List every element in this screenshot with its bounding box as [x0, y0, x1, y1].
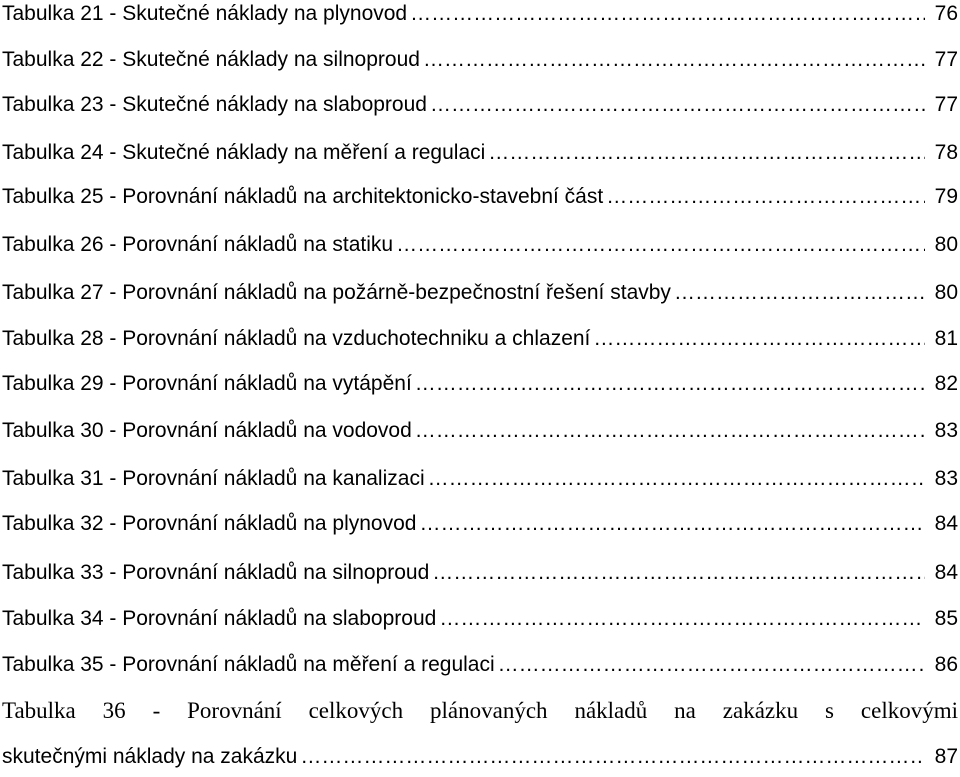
toc-entry-page: 87 — [934, 745, 958, 768]
toc-entry-title: Tabulka 32 - Porovnání nákladů na plynovod — [2, 512, 417, 535]
toc-entry-title: Tabulka 34 - Porovnání nákladů na slaboproud — [2, 607, 437, 630]
dot-leader — [396, 225, 925, 265]
toc-entry[interactable] — [2, 553, 958, 593]
toc-entry[interactable] — [2, 177, 958, 217]
toc-entry-title: Tabulka 33 - Porovnání nákladů na silnoproud — [2, 561, 430, 584]
toc-entry-title: Tabulka 23 - Skutečné náklady na slaboproud — [2, 93, 427, 116]
toc-entry-page: 79 — [934, 185, 958, 208]
dot-leader — [498, 645, 925, 685]
toc-entry-title: Tabulka 22 - Skutečné náklady na silnoproud — [2, 48, 420, 71]
toc-entry-title-line2: skutečnými náklady na zakázku — [2, 745, 298, 768]
toc-entry-page: 85 — [934, 607, 958, 630]
toc-entry-page: 81 — [934, 327, 958, 350]
dot-leader — [415, 364, 925, 404]
toc-entry-page: 80 — [934, 281, 958, 304]
toc-entry[interactable] — [2, 0, 958, 34]
toc-entry-title: Tabulka 28 - Porovnání nákladů na vzduchotechniku a chlazení — [2, 327, 591, 350]
toc-entry[interactable] — [2, 40, 958, 80]
toc-entry[interactable] — [2, 319, 958, 359]
toc-entry[interactable] — [2, 364, 958, 404]
dot-leader — [432, 553, 925, 593]
toc-entry-page: 76 — [934, 2, 958, 25]
toc-entry-title: Tabulka 26 - Porovnání nákladů na statiku — [2, 233, 394, 256]
toc-entry-page: 77 — [934, 93, 958, 116]
toc-entry[interactable] — [2, 133, 958, 173]
toc-entry[interactable] — [2, 411, 958, 451]
toc-entry[interactable] — [2, 459, 958, 499]
dot-leader — [674, 273, 925, 313]
toc-entry-title: Tabulka 21 - Skutečné náklady na plynovod — [2, 2, 408, 25]
toc-entry-title: Tabulka 35 - Porovnání nákladů na měření a regulaci — [2, 653, 495, 676]
dot-leader — [606, 177, 925, 217]
toc-entry-page: 77 — [934, 48, 958, 71]
toc-entry-multiline[interactable] — [2, 691, 958, 731]
toc-entry[interactable] — [2, 504, 958, 544]
toc-entry-page: 84 — [934, 512, 958, 535]
toc-entry-title: Tabulka 30 - Porovnání nákladů na vodovod — [2, 419, 412, 442]
toc-entry-page: 86 — [934, 653, 958, 676]
toc-entry[interactable] — [2, 599, 958, 639]
dot-leader — [488, 133, 925, 173]
dot-leader — [410, 0, 925, 34]
toc-entry-page: 80 — [934, 233, 958, 256]
toc-entry-page: 84 — [934, 561, 958, 584]
dot-leader — [439, 599, 925, 639]
dot-leader — [593, 319, 925, 359]
toc-entry[interactable] — [2, 225, 958, 265]
toc-entry-multiline-cont[interactable] — [2, 737, 958, 777]
dot-leader — [419, 504, 925, 544]
toc-entry-page: 83 — [934, 467, 958, 490]
dot-leader — [423, 40, 925, 80]
toc-entry-title: Tabulka 25 - Porovnání nákladů na architektonicko-stavební část — [2, 185, 604, 208]
toc-entry-title: Tabulka 27 - Porovnání nákladů na požárně-bezpečnostní řešení stavby — [2, 281, 671, 304]
toc-entry-page: 82 — [934, 372, 958, 395]
dot-leader — [430, 85, 925, 125]
dot-leader — [428, 459, 925, 499]
dot-leader — [415, 411, 925, 451]
toc-entry-title: Tabulka 31 - Porovnání nákladů na kanalizaci — [2, 467, 425, 490]
dot-leader — [300, 737, 925, 777]
toc-entry-page: 78 — [934, 141, 958, 164]
toc-entry-title-line1: Tabulka 36 - Porovnání celkových plánovaných nákladů na zakázku s celkovými — [2, 698, 958, 723]
toc-entry-page: 83 — [934, 419, 958, 442]
toc-entry-title: Tabulka 29 - Porovnání nákladů na vytápění — [2, 372, 412, 395]
toc-entry[interactable] — [2, 273, 958, 313]
toc-entry-title: Tabulka 24 - Skutečné náklady na měření a regulaci — [2, 141, 486, 164]
toc-entry[interactable] — [2, 85, 958, 125]
toc-entry[interactable] — [2, 645, 958, 685]
